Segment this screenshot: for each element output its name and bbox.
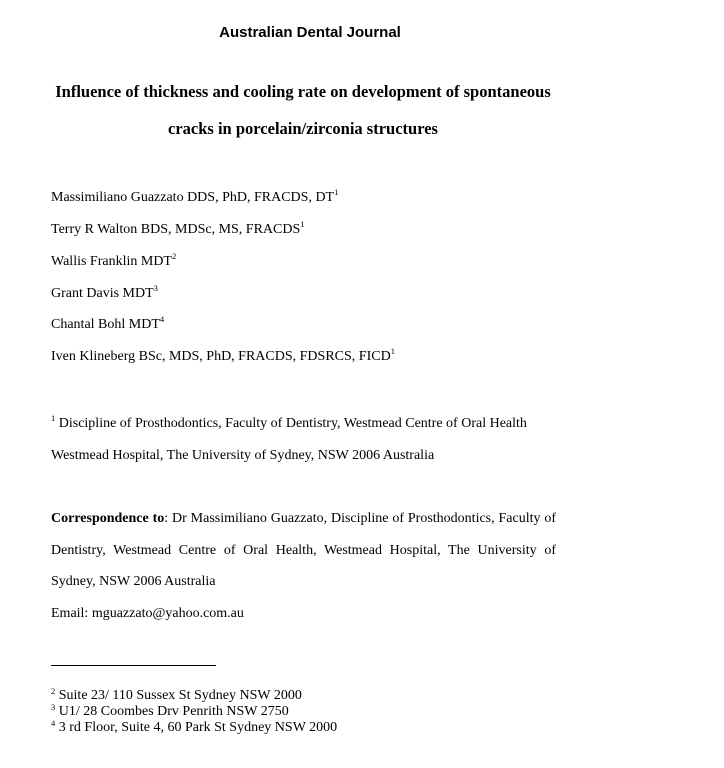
affiliation-marker: 4	[159, 314, 165, 324]
footnote-marker: 2	[51, 686, 56, 696]
author-item	[51, 346, 395, 365]
footnote-text: Suite 23/ 110 Sussex St Sydney NSW 2000	[58, 688, 302, 703]
affiliation-marker: 1	[334, 187, 339, 197]
article-title-line-1: Influence of thickness and cooling rate on development of spontaneous	[55, 82, 551, 101]
footnote-divider	[51, 665, 216, 666]
affiliation-line-1	[51, 413, 527, 432]
footnote-item	[51, 688, 302, 704]
correspondence-line-2: Dentistry, Westmead Centre of Oral Health, Westmead Hospital, The University of	[51, 543, 556, 558]
footnote-item	[51, 720, 337, 736]
footnote-marker: 3	[51, 702, 56, 712]
author-name: Massimiliano Guazzato DDS, PhD, FRACDS, DT	[51, 190, 335, 205]
author-name: Wallis Franklin MDT	[51, 254, 172, 269]
affiliation-marker: 1	[390, 346, 395, 356]
article-title-line-2: cracks in porcelain/zirconia structures	[168, 119, 438, 138]
footnote-text: U1/ 28 Coombes Drv Penrith NSW 2750	[58, 704, 289, 719]
author-item	[51, 187, 339, 206]
author-item	[51, 314, 165, 333]
correspondence-text: : Dr Massimiliano Guazzato, Discipline of Prosthodontics, Faculty of	[164, 511, 556, 526]
author-name: Grant Davis MDT	[51, 286, 154, 301]
affiliation-line-2: Westmead Hospital, The University of Sydney, NSW 2006 Australia	[51, 448, 435, 463]
author-item	[51, 219, 305, 238]
footnote-text: 3 rd Floor, Suite 4, 60 Park St Sydney NSW 2000	[58, 720, 338, 735]
correspondence-line-3: Sydney, NSW 2006 Australia	[51, 574, 216, 589]
affiliation-text: Discipline of Prosthodontics, Faculty of Dentistry, Westmead Centre of Oral Health	[58, 416, 527, 431]
correspondence-label: Correspondence to	[51, 511, 165, 526]
author-name: Iven Klineberg BSc, MDS, PhD, FRACDS, FDSRCS, FICD	[51, 349, 391, 364]
affiliation-marker: 1	[51, 413, 56, 423]
affiliation-marker: 3	[153, 283, 158, 293]
author-item	[51, 283, 158, 302]
correspondence-email: Email: mguazzato@yahoo.com.au	[51, 606, 244, 621]
affiliation-marker: 1	[300, 219, 305, 229]
author-name: Terry R Walton BDS, MDSc, MS, FRACDS	[51, 222, 301, 237]
journal-name: Australian Dental Journal	[219, 24, 401, 41]
correspondence-line-1	[51, 511, 556, 527]
author-name: Chantal Bohl MDT	[51, 317, 160, 332]
footnote-marker: 4	[51, 718, 56, 728]
footnote-item	[51, 704, 289, 720]
affiliation-marker: 2	[171, 251, 177, 261]
author-item	[51, 251, 177, 270]
